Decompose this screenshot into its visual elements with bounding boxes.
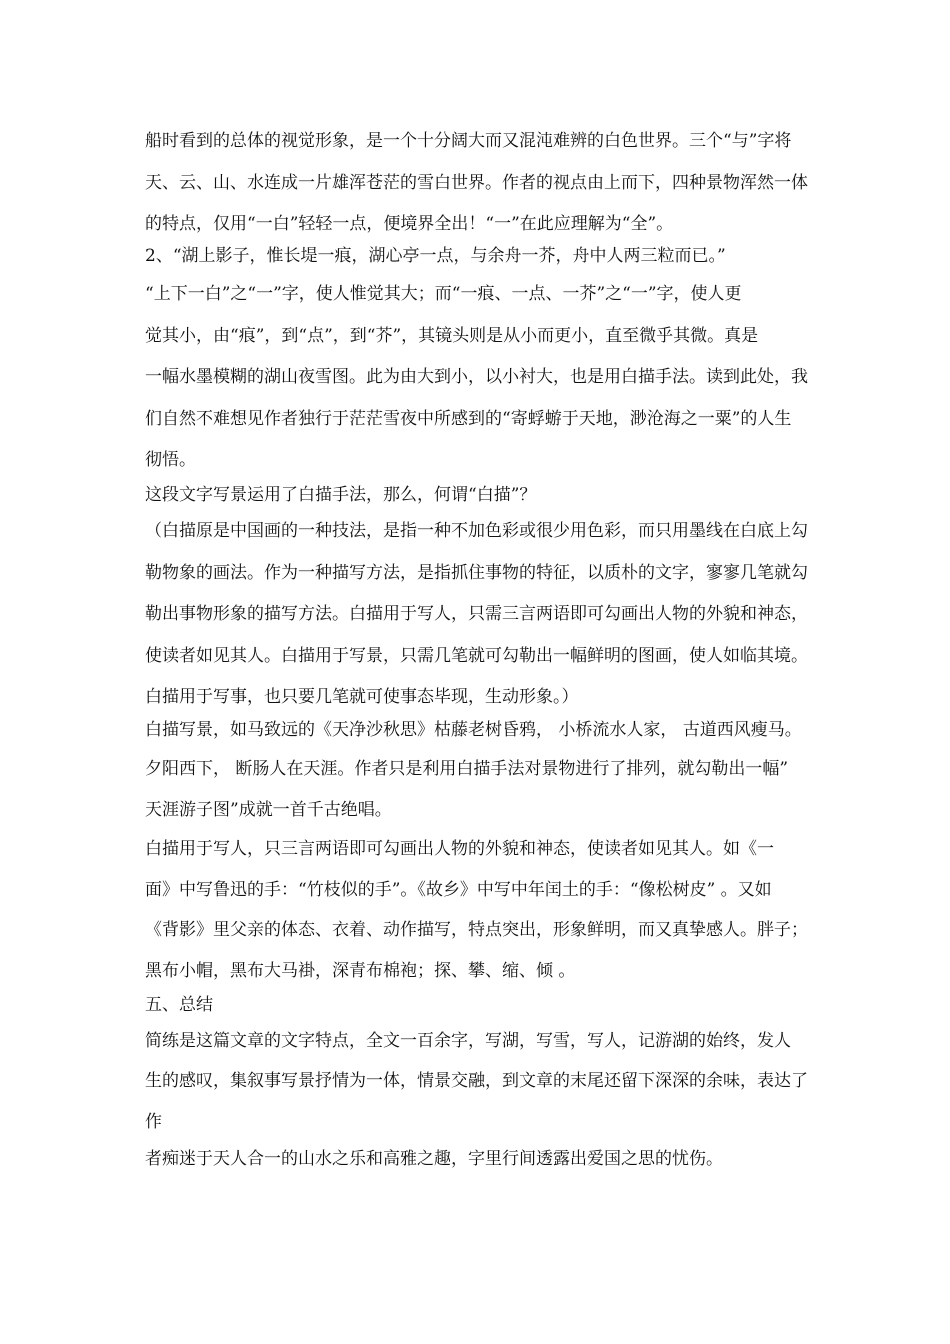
text-line: 白描用于写事，也只要几笔就可使事态毕现，生动形象。） — [145, 687, 579, 707]
text-line: 者痴迷于天人合一的山水之乐和高雅之趣，字里行间透露出爱国之思的忧伤。 — [145, 1149, 723, 1169]
text-line: 勒物象的画法。作为一种描写方法，是指抓住事物的特征，以质朴的文字，寥寥几笔就勾 — [145, 563, 808, 583]
text-line: 白描写景，如马致远的《天净沙秋思》枯藤老树昏鸦， 小桥流水人家， 古道西风瘦马。 — [145, 720, 802, 740]
text-line: 的特点，仅用“一白”轻轻一点，便境界全出！“一”在此应理解为“全”。 — [145, 214, 674, 234]
text-line: 勒出事物形象的描写方法。白描用于写人，只需三言两语即可勾画出人物的外貌和神态， — [145, 604, 808, 624]
text-line: 面》中写鲁迅的手：“竹枝似的手”。《故乡》中写中年闰土的手：“像松树皮” 。又如 — [145, 880, 772, 900]
text-line: 觉其小，由“痕”，到“点”，到“芥”，其镜头则是从小而更小，直至微乎其微。真是 — [145, 326, 759, 346]
text-line: 天、云、山、水连成一片雄浑苍茫的雪白世界。作者的视点由上而下，四种景物浑然一体 — [145, 173, 808, 193]
text-line: 夕阳西下， 断肠人在天涯。作者只是利用白描手法对景物进行了排列，就勾勒出一幅” — [145, 759, 789, 779]
text-line: 使读者如见其人。白描用于写景，只需几笔就可勾勒出一幅鲜明的图画，使人如临其境。 — [145, 646, 808, 666]
text-line: 们自然不难想见作者独行于茫茫雪夜中所感到的“寄蜉蝣于天地，渺沧海之一粟”的人生 — [145, 409, 792, 429]
text-line: 《背影》里父亲的体态、衣着、动作描写，特点突出，形象鲜明，而又真挚感人。胖子； — [145, 920, 808, 940]
text-line: 一幅水墨模糊的湖山夜雪图。此为由大到小，以小衬大，也是用白描手法。读到此处，我 — [145, 367, 808, 387]
text-line: 简练是这篇文章的文字特点，全文一百余字，写湖，写雪，写人，记游湖的始终，发人 — [145, 1031, 791, 1051]
text-line: 2、“湖上影子，惟长堤一痕，湖心亭一点，与余舟一芥，舟中人两三粒而已。” — [145, 246, 726, 266]
text-line: 生的感叹，集叙事写景抒情为一体，情景交融，到文章的末尾还留下深深的余味，表达了 — [145, 1071, 808, 1091]
text-line: “上下一白”之“一”字，使人惟觉其大；而“一痕、一点、一芥”之“一”字，使人更 — [145, 284, 742, 304]
text-line: 黑布小帽，黑布大马褂，深青布棉袍；探、攀、缩、倾 。 — [145, 961, 576, 981]
text-line: 船时看到的总体的视觉形象，是一个十分阔大而又混沌难辨的白色世界。三个“与”字将 — [145, 131, 792, 151]
text-line: 白描用于写人，只三言两语即可勾画出人物的外貌和神态，使读者如见其人。如《一 — [145, 839, 774, 859]
text-line: 天涯游子图”成就一首千古绝唱。 — [145, 800, 392, 820]
text-line: （白描原是中国画的一种技法，是指一种不加色彩或很少用色彩，而只用墨线在白底上勾 — [145, 521, 808, 541]
text-line: 作 — [145, 1112, 162, 1132]
section-heading: 五、总结 — [145, 995, 213, 1015]
text-line: 彻悟。 — [145, 450, 196, 470]
text-line: 这段文字写景运用了白描手法，那么，何谓“白描”？ — [145, 485, 537, 505]
